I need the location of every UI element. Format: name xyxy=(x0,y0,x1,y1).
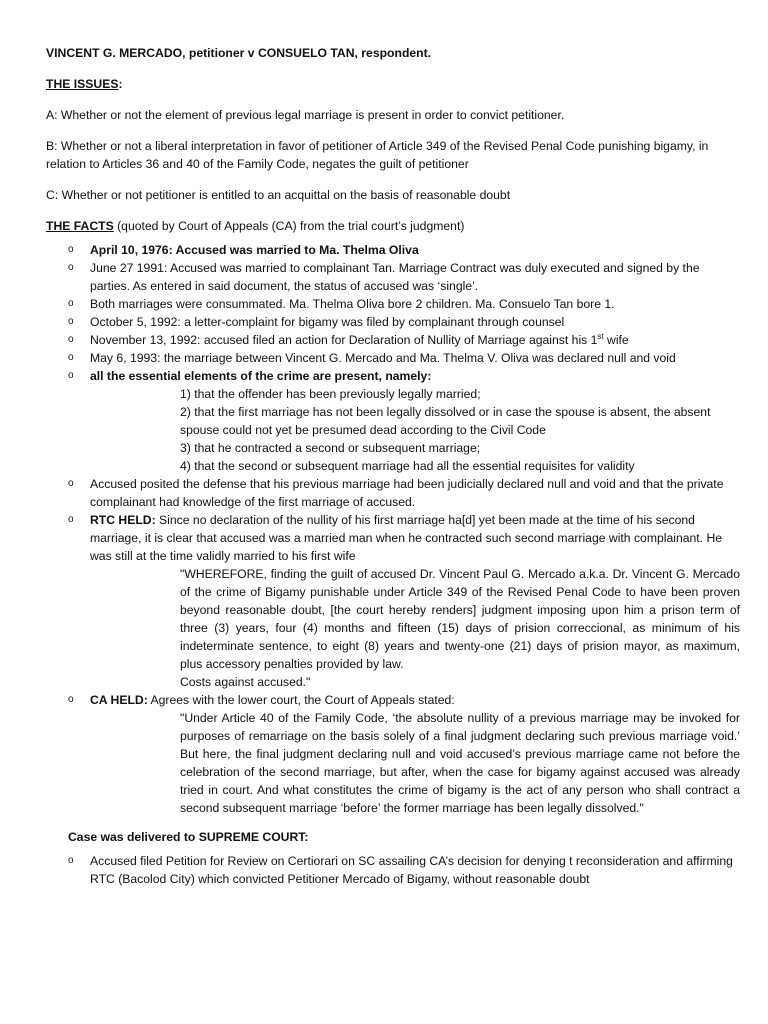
fact-text: May 6, 1993: the marriage between Vincent G. Mercado and Ma. Thelma V. Oliva was declared null and void xyxy=(90,351,676,365)
fact-text: June 27 1991: Accused was married to complainant Tan. Marriage Contract was duly executed and signed by the parties. As entered in said document, the status of accused was ‘single’. xyxy=(90,261,700,293)
supreme-list xyxy=(46,852,740,888)
issues-heading-line xyxy=(46,75,740,93)
bullet-icon: o xyxy=(68,514,74,525)
fact-item xyxy=(46,295,740,313)
ordinal-suffix: st xyxy=(597,331,604,341)
fact-text: Accused posited the defense that his previous marriage had been judicially declared null and void and that the private complainant had knowledge of the first marriage of accused. xyxy=(90,477,724,509)
bullet-icon: o xyxy=(68,855,74,866)
fact-item xyxy=(46,367,740,475)
fact-text: Agrees with the lower court, the Court of Appeals stated: xyxy=(147,693,455,707)
ca-quote: "Under Article 40 of the Family Code, ‘the absolute nullity of a previous marriage may be invoked for purposes of remarriage on the basis solely of a final judgment declaring such previous marriage void.’ But here, the final judgment declaring null and void accused’s previous marriage came not before the celebration of the second marriage, but after, when the case for bigamy against accused was already tried in court. And what constitutes the crime of bigamy is the act of any person who shall contract a second subsequent marriage ‘before’ the former marriage has been legally dissolved." xyxy=(180,711,740,815)
facts-heading-line xyxy=(46,217,740,235)
fact-item xyxy=(46,349,740,367)
issue-b: B: Whether or not a liberal interpretation in favor of petitioner of Article 349 of the Revised Penal Code punishing bigamy, in relation to Articles 36 and 40 of the Family Code, negates the guilt of petitioner xyxy=(46,139,709,171)
bullet-icon: o xyxy=(68,334,74,345)
element-2: 2) that the first marriage has not been legally dissolved or in case the spouse is absent, the absent spouse could not yet be presumed dead according to the Civil Code xyxy=(180,405,711,437)
fact-text: April 10, 1976: Accused was married to Ma. Thelma Oliva xyxy=(90,243,419,257)
rtc-held-label: RTC HELD: xyxy=(90,513,156,527)
issues-heading: THE ISSUES xyxy=(46,77,119,91)
case-title: VINCENT G. MERCADO, petitioner v CONSUELO TAN, respondent. xyxy=(46,46,432,60)
fact-text: November 13, 1992: accused filed an action for Declaration of Nullity of Marriage against his 1 xyxy=(90,333,598,347)
bullet-icon: o xyxy=(68,316,74,327)
rtc-costs: Costs against accused." xyxy=(180,675,311,689)
supreme-text: Accused filed Petition for Review on Certiorari on SC assailing CA’s decision for denying t reconsideration and affirming RTC (Bacolod City) which convicted Petitioner Mercado of Bigamy, without reasonable doubt xyxy=(90,854,733,886)
fact-item xyxy=(46,511,740,691)
fact-text: October 5, 1992: a letter-complaint for bigamy was filed by complainant through counsel xyxy=(90,315,565,329)
rtc-quote: "WHEREFORE, finding the guilt of accused Dr. Vincent Paul G. Mercado a.k.a. Dr. Vincent G. Mercado of the crime of Bigamy punishable under Article 349 of the Revised Penal Code to have been proven beyond reasonable doubt, [the court hereby renders] judgment imposing upon him a prison term of three (3) years, four (4) months and fifteen (15) days of prision correccional, as minimum of his indeterminate sentence, to eight (8) years and twenty-one (21) days of prision mayor, as maximum, plus accessory penalties provided by law. xyxy=(180,567,740,671)
bullet-icon: o xyxy=(68,478,74,489)
element-3: 3) that he contracted a second or subsequent marriage; xyxy=(180,441,481,455)
facts-list xyxy=(46,241,740,817)
fact-item xyxy=(46,313,740,331)
fact-text: all the essential elements of the crime are present, namely: xyxy=(90,369,432,383)
facts-heading: THE FACTS xyxy=(46,219,114,233)
fact-text: Since no declaration of the nullity of his first marriage ha[d] yet been made at the time of his second marriage, it is clear that accused was a married man when he contracted such second marriage with complainant. He was still at the time validly married to his first wife xyxy=(90,513,723,563)
bullet-icon: o xyxy=(68,244,74,255)
bullet-icon: o xyxy=(68,262,74,273)
ca-held-label: CA HELD: xyxy=(90,693,148,707)
fact-item xyxy=(46,241,740,259)
bullet-icon: o xyxy=(68,694,74,705)
fact-item xyxy=(46,259,740,295)
facts-heading-rest: (quoted by Court of Appeals (CA) from the trial court’s judgment) xyxy=(113,219,465,233)
fact-item xyxy=(46,331,740,349)
element-1: 1) that the offender has been previously legally married; xyxy=(180,387,481,401)
bullet-icon: o xyxy=(68,298,74,309)
fact-text-end: wife xyxy=(603,333,629,347)
issues-heading-colon: : xyxy=(118,77,123,91)
fact-item xyxy=(46,475,740,511)
fact-text: Both marriages were consummated. Ma. Thelma Oliva bore 2 children. Ma. Consuelo Tan bore 1. xyxy=(90,297,615,311)
issue-a: A: Whether or not the element of previous legal marriage is present in order to convict petitioner. xyxy=(46,108,565,122)
supreme-item xyxy=(46,852,740,888)
bullet-icon: o xyxy=(68,370,74,381)
element-4: 4) that the second or subsequent marriage had all the essential requisites for validity xyxy=(180,459,635,473)
issue-c: C: Whether or not petitioner is entitled to an acquittal on the basis of reasonable doubt xyxy=(46,188,511,202)
supreme-court-heading: Case was delivered to SUPREME COURT: xyxy=(68,830,309,844)
bullet-icon: o xyxy=(68,352,74,363)
fact-item xyxy=(46,691,740,817)
